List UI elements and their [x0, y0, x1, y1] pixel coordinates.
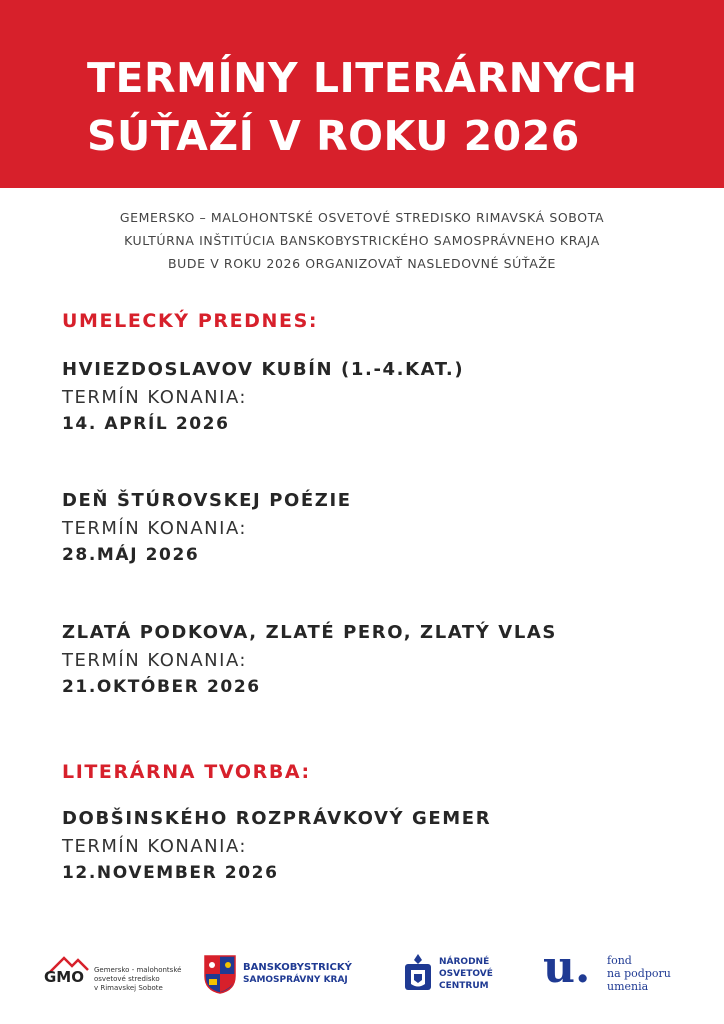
event-label: TERMÍN KONANIA: [62, 518, 248, 539]
gmo-text-line-3: v Rimavskej Sobote [94, 984, 163, 992]
gmo-text-line-2: osvetové stredisko [94, 975, 160, 983]
section-heading-umelecky-prednes: UMELECKÝ PREDNES: [62, 310, 319, 332]
fpu-text-line-1: fond [607, 954, 632, 967]
event-date: 28.MÁJ 2026 [62, 545, 200, 565]
event-date: 21.OKTÓBER 2026 [62, 677, 261, 697]
event-name: HVIEZDOSLAVOV KUBÍN (1.-4.KAT.) [62, 359, 465, 380]
bbsk-coat-of-arms-icon [203, 954, 237, 994]
event-name: ZLATÁ PODKOVA, ZLATÉ PERO, ZLATÝ VLAS [62, 622, 557, 643]
event-label: TERMÍN KONANIA: [62, 836, 248, 857]
fpu-logo [543, 942, 683, 998]
noc-emblem-icon [403, 952, 433, 994]
event-label: TERMÍN KONANIA: [62, 650, 248, 671]
fpu-text-line-3: umenia [607, 980, 649, 993]
fpu-text-line-2: na podporu [607, 967, 671, 980]
intro-line-2: KULTÚRNA INŠTITÚCIA BANSKOBYSTRICKÉHO SAMOSPRÁVNEHO KRAJA [124, 233, 600, 248]
noc-text-line-1: NÁRODNÉ [439, 957, 490, 967]
noc-text-line-3: CENTRUM [439, 981, 489, 991]
event-label: TERMÍN KONANIA: [62, 387, 248, 408]
gmo-text-line-1: Gemersko - malohontské [94, 966, 182, 974]
fpu-mark: u. [543, 942, 591, 993]
bbsk-logo [203, 948, 353, 998]
section-heading-literarna-tvorba: LITERÁRNA TVORBA: [62, 761, 311, 783]
event-name: DOBŠINSKÉHO ROZPRÁVKOVÝ GEMER [62, 808, 492, 829]
event-date: 12.NOVEMBER 2026 [62, 863, 279, 883]
bbsk-text-line-1: BANSKOBYSTRICKÝ [243, 962, 352, 973]
noc-text-line-2: OSVETOVÉ [439, 969, 493, 979]
gmo-logo [44, 948, 182, 998]
page-title-line-1: TERMÍNY LITERÁRNYCH [87, 54, 638, 102]
event-date: 14. APRÍL 2026 [62, 414, 230, 434]
intro-line-1: GEMERSKO – MALOHONTSKÉ OSVETOVÉ STREDISKO RIMAVSKÁ SOBOTA [119, 210, 605, 225]
title-banner [0, 0, 724, 188]
page-title-line-2: SÚŤAŽÍ V ROKU 2026 [87, 112, 580, 160]
intro-line-3: BUDE V ROKU 2026 ORGANIZOVAŤ NASLEDOVNÉ SÚŤAŽE [167, 256, 557, 271]
noc-logo [403, 948, 503, 998]
gmo-mark: GMO [44, 968, 84, 986]
event-name: DEŇ ŠTÚROVSKEJ POÉZIE [62, 490, 352, 511]
bbsk-text-line-2: SAMOSPRÁVNY KRAJ [243, 975, 348, 985]
